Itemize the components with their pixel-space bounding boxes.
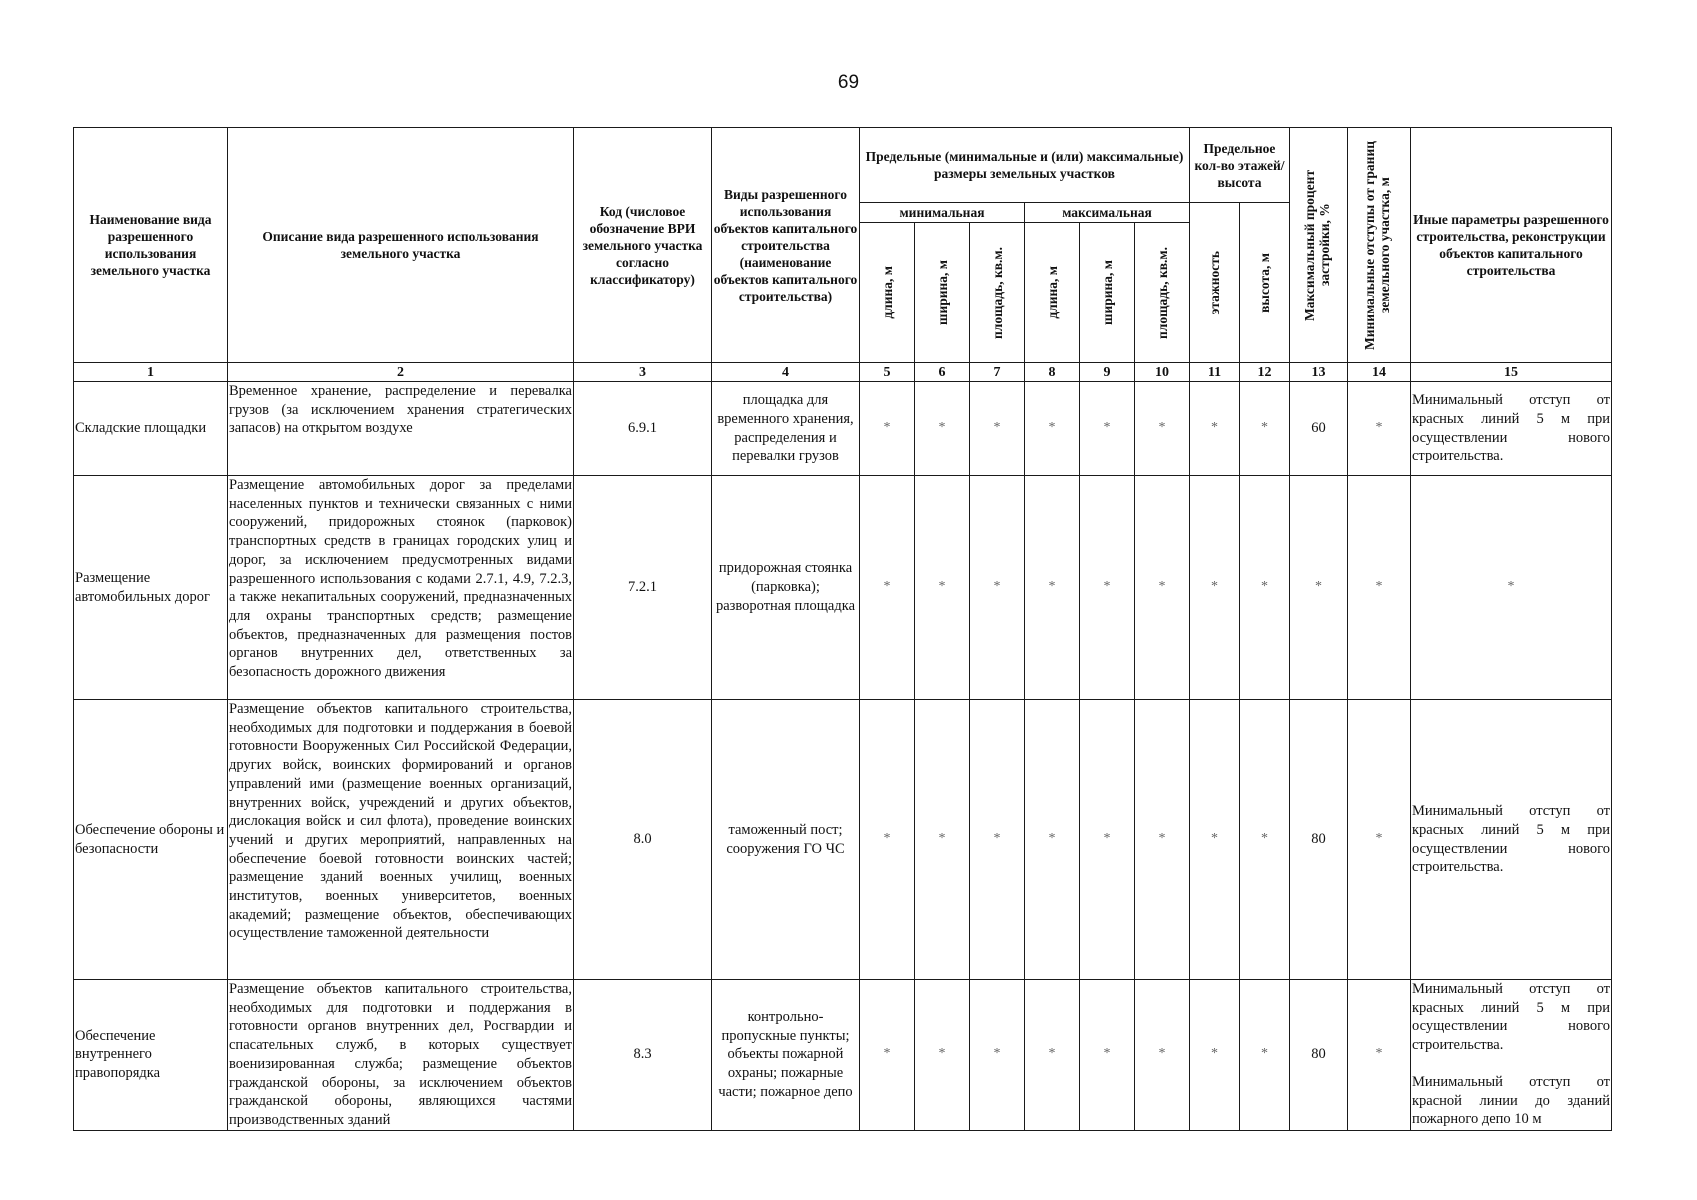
land-use-code: 8.0 (574, 700, 712, 980)
column-number: 11 (1190, 363, 1240, 382)
table-row (74, 476, 1612, 700)
header-floors: этажность (1190, 203, 1240, 363)
header-other-params: Иные параметры разрешенного строительства, реконструкции объектов капитального строительства (1411, 128, 1612, 363)
header-min-length: длина, м (860, 223, 915, 363)
construction-objects: придорожная стоянка (парковка); разворотная площадка (712, 476, 860, 700)
max-area-value: * (1135, 700, 1190, 980)
land-use-description: Размещение автомобильных дорог за пределами населенных пунктов и технически связанных с ними сооружений, придорожных стоянок (парковок) транспортных средств в границах городских улиц и дорог, за исключением предусмотренных видами разрешенного использования с кодами 2.7.1, 4.9, 7.2.3, а также некапитальных сооружений, предназначенных для охраны транспортных средств; размещение объектов, предназначенных для размещения постов органов внутренних дел, ответственных за безопасность дорожного движения (228, 476, 574, 700)
height-value: * (1240, 476, 1290, 700)
min-setback-value: * (1348, 700, 1411, 980)
min-setback-value: * (1348, 980, 1411, 1131)
column-number: 10 (1135, 363, 1190, 382)
max-percent-value: 60 (1290, 382, 1348, 476)
header-land-use-name: Наименование вида разрешенного использования земельного участка (74, 128, 228, 363)
max-percent-value: 80 (1290, 700, 1348, 980)
header-max-group: максимальная (1025, 203, 1190, 223)
column-number: 15 (1411, 363, 1612, 382)
header-min-area: площадь, кв.м. (970, 223, 1025, 363)
max-length-value: * (1025, 476, 1080, 700)
land-use-name: Размещение автомобильных дорог (74, 476, 228, 700)
floors-value: * (1190, 382, 1240, 476)
column-number: 8 (1025, 363, 1080, 382)
max-length-value: * (1025, 980, 1080, 1131)
page-number: 69 (837, 72, 860, 93)
max-area-value: * (1135, 382, 1190, 476)
column-number: 13 (1290, 363, 1348, 382)
header-min-group: минимальная (860, 203, 1025, 223)
land-use-name: Обеспечение внутреннего правопорядка (74, 980, 228, 1131)
header-max-length: длина, м (1025, 223, 1080, 363)
column-number: 4 (712, 363, 860, 382)
header-max-area: площадь, кв.м. (1135, 223, 1190, 363)
header-min-setback: Минимальные отступы от границ земельного участка, м (1348, 128, 1411, 363)
column-number: 2 (228, 363, 574, 382)
min-width-value: * (915, 476, 970, 700)
column-number: 3 (574, 363, 712, 382)
header-min-width: ширина, м (915, 223, 970, 363)
column-number: 7 (970, 363, 1025, 382)
max-area-value: * (1135, 476, 1190, 700)
min-length-value: * (860, 382, 915, 476)
column-number: 12 (1240, 363, 1290, 382)
other-params-value: * (1411, 476, 1612, 700)
height-value: * (1240, 382, 1290, 476)
min-area-value: * (970, 382, 1025, 476)
min-length-value: * (860, 700, 915, 980)
max-percent-value: 80 (1290, 980, 1348, 1131)
max-length-value: * (1025, 700, 1080, 980)
column-number: 14 (1348, 363, 1411, 382)
max-width-value: * (1080, 382, 1135, 476)
header-code: Код (числовое обозначение ВРИ земельного участка согласно классификатору) (574, 128, 712, 363)
land-use-code: 8.3 (574, 980, 712, 1131)
max-area-value: * (1135, 980, 1190, 1131)
min-width-value: * (915, 980, 970, 1131)
construction-objects: контрольно-пропускные пункты; объекты пожарной охраны; пожарные части; пожарное депо (712, 980, 860, 1131)
max-width-value: * (1080, 980, 1135, 1131)
other-params-value: Минимальный отступ от красных линий 5 м при осуществлении нового строительства. (1411, 700, 1612, 980)
other-params-text-fire-depot: Минимальный отступ от красной линии до зданий пожарного депо 10 м (1412, 1073, 1610, 1128)
land-use-name: Обеспечение обороны и безопасности (74, 700, 228, 980)
max-width-value: * (1080, 476, 1135, 700)
min-setback-value: * (1348, 476, 1411, 700)
header-description: Описание вида разрешенного использования земельного участка (228, 128, 574, 363)
height-value: * (1240, 980, 1290, 1131)
header-max-width: ширина, м (1080, 223, 1135, 363)
column-number: 5 (860, 363, 915, 382)
min-width-value: * (915, 382, 970, 476)
land-use-description: Размещение объектов капитального строительства, необходимых для подготовки и поддержания в готовности органов внутренних дел, Росгвардии и спасательных служб, в которых существует военизированная служба; размещение объектов гражданской обороны, за исключением объектов гражданской обороны, являющихся частями производственных зданий (228, 980, 574, 1131)
other-params-text: Минимальный отступ от красных линий 5 м при осуществлении нового строительства. (1412, 981, 1610, 1054)
header-plot-sizes-group: Предельные (минимальные и (или) максимальные) размеры земельных участков (860, 128, 1190, 203)
land-use-name: Складские площадки (74, 382, 228, 476)
min-area-value: * (970, 980, 1025, 1131)
other-params-value (1411, 980, 1612, 1131)
min-width-value: * (915, 700, 970, 980)
other-params-value: Минимальный отступ от красных линий 5 м при осуществлении нового строительства. (1411, 382, 1612, 476)
floors-value: * (1190, 980, 1240, 1131)
column-number: 6 (915, 363, 970, 382)
column-number: 1 (74, 363, 228, 382)
floors-value: * (1190, 476, 1240, 700)
construction-objects: площадка для временного хранения, распределения и перевалки грузов (712, 382, 860, 476)
table-row (74, 700, 1612, 980)
min-area-value: * (970, 476, 1025, 700)
header-max-percent: Максимальный процент застройки, % (1290, 128, 1348, 363)
construction-objects: таможенный пост; сооружения ГО ЧС (712, 700, 860, 980)
min-length-value: * (860, 980, 915, 1131)
min-area-value: * (970, 700, 1025, 980)
header-floors-group: Предельное кол-во этажей/ высота (1190, 128, 1290, 203)
max-percent-value: * (1290, 476, 1348, 700)
max-length-value: * (1025, 382, 1080, 476)
land-use-regulations-table (73, 127, 1612, 1131)
land-use-description: Размещение объектов капитального строительства, необходимых для подготовки и поддержания в боевой готовности Вооруженных Сил Российской Федерации, других войск, воинских формирований и органов управлений ими (размещение военных организаций, внутренних войск, учреждений и других объектов, дислокация войск и сил флота), проведение воинских учений и других мероприятий, направленных на обеспечение боевой готовности воинских частей; размещение зданий военных училищ, военных институтов, военных университетов, военных академий; размещение объектов, обеспечивающих осуществление таможенной деятельности (228, 700, 574, 980)
max-width-value: * (1080, 700, 1135, 980)
header-construction-types: Виды разрешенного использования объектов капитального строительства (наименование объектов капитального строительства) (712, 128, 860, 363)
table-row (74, 382, 1612, 476)
height-value: * (1240, 700, 1290, 980)
table-row (74, 980, 1612, 1131)
floors-value: * (1190, 700, 1240, 980)
land-use-description: Временное хранение, распределение и перевалка грузов (за исключением хранения стратегических запасов) на открытом воздухе (228, 382, 574, 476)
land-use-code: 7.2.1 (574, 476, 712, 700)
header-height: высота, м (1240, 203, 1290, 363)
min-length-value: * (860, 476, 915, 700)
column-number-row (74, 363, 1612, 382)
min-setback-value: * (1348, 382, 1411, 476)
land-use-code: 6.9.1 (574, 382, 712, 476)
column-number: 9 (1080, 363, 1135, 382)
